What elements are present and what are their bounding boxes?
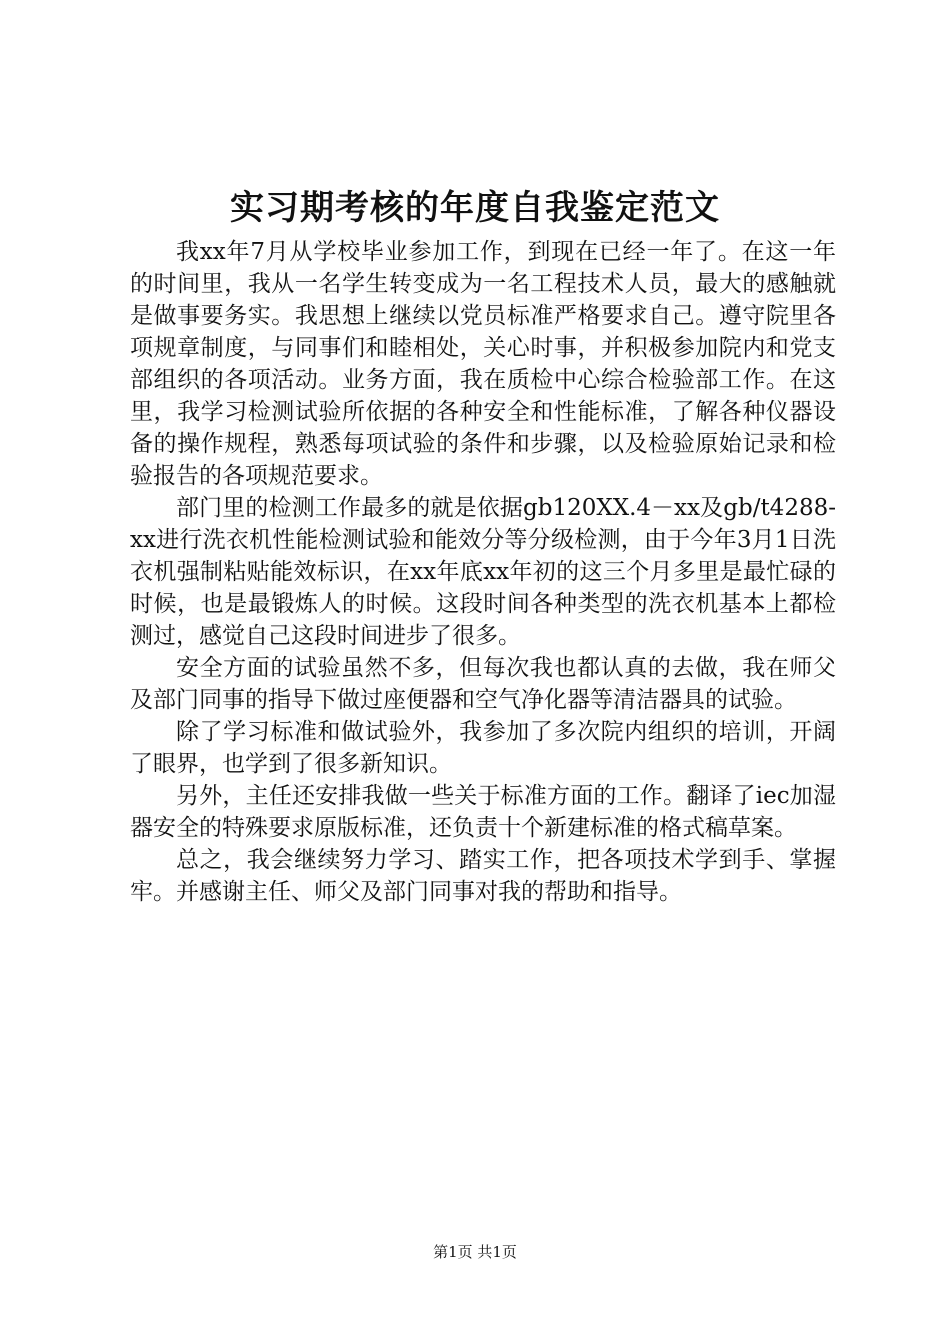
paragraph: 安全方面的试验虽然不多，但每次我也都认真的去做，我在师父及部门同事的指导下做过座便器和空气净化器等清洁器具的试验。 — [130, 655, 836, 713]
paragraph: 除了学习标准和做试验外，我参加了多次院内组织的培训，开阔了眼界，也学到了很多新知识。 — [130, 719, 836, 777]
paragraph: 部门里的检测工作最多的就是依据gb120XX.4－xx及gb/t4288-xx进行洗衣机性能检测试验和能效分等分级检测，由于今年3月1日洗衣机强制粘贴能效标识，在xx年底xx年初的这三个月多里是最忙碌的时候，也是最锻炼人的时候。这段时间各种类型的洗衣机基本上都检测过，感觉自己这段时间进步了很多。 — [130, 495, 836, 649]
paragraph: 我xx年7月从学校毕业参加工作，到现在已经一年了。在这一年的时间里，我从一名学生转变成为一名工程技术人员，最大的感触就是做事要务实。我思想上继续以党员标准严格要求自己。遵守院里各项规章制度，与同事们和睦相处，关心时事，并积极参加院内和党支部组织的各项活动。业务方面，我在质检中心综合检验部工作。在这里，我学习检测试验所依据的各种安全和性能标准，了解各种仪器设备的操作规程，熟悉每项试验的条件和步骤，以及检验原始记录和检验报告的各项规范要求。 — [130, 239, 836, 489]
paragraph: 总之，我会继续努力学习、踏实工作，把各项技术学到手、掌握牢。并感谢主任、师父及部门同事对我的帮助和指导。 — [130, 847, 836, 905]
page-footer: 第1页 共1页 — [433, 1243, 517, 1261]
document-body — [130, 236, 836, 908]
document-title: 实习期考核的年度自我鉴定范文 — [230, 188, 720, 228]
paragraph: 另外，主任还安排我做一些关于标准方面的工作。翻译了iec加湿器安全的特殊要求原版标准，还负责十个新建标准的格式稿草案。 — [130, 783, 836, 841]
